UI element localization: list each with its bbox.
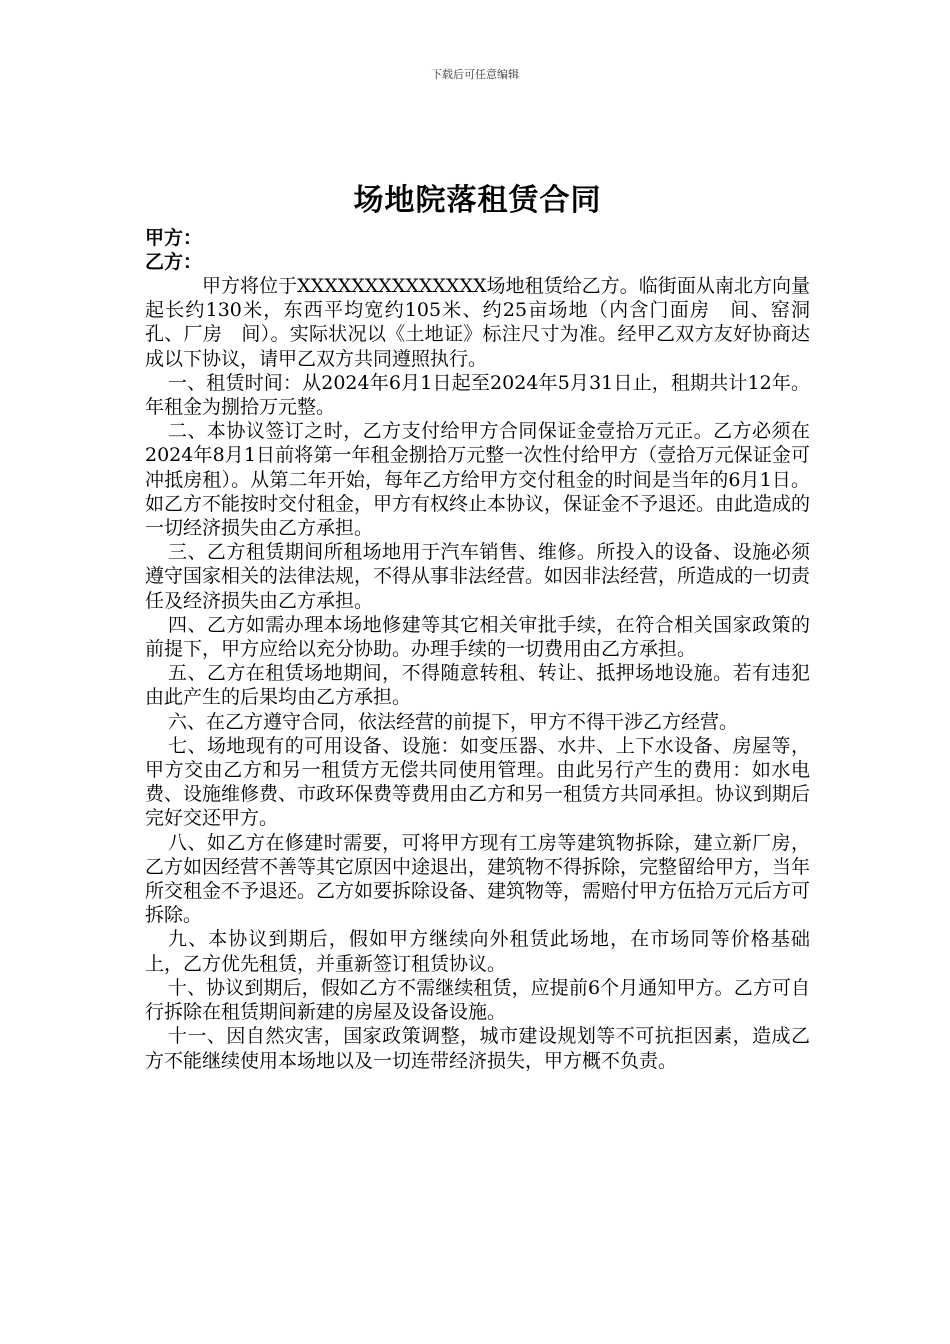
header-note: 下载后可任意编辑 <box>431 68 519 81</box>
contract-document <box>145 178 830 1073</box>
clause-5: 五、乙方在租赁场地期间，不得随意转租、转让、抵押场地设施。若有违犯由此产生的后果均由乙方承担。 <box>145 662 810 709</box>
party-b-label: 乙方： <box>145 251 203 273</box>
intro-paragraph: 甲方将位于XXXXXXXXXXXXXX场地租赁给乙方。临街面从南北方向量起长约130米，东西平均宽约105米、约25亩场地（内含门面房 间、窑洞 孔、厂房 间）。实际状况以《土地证》标注尺寸为准。经甲乙双方友好协商达成以下协议，请甲乙双方共同遵照执行。 <box>145 275 830 370</box>
party-a-label: 甲方： <box>145 227 203 249</box>
clause-8: 八、如乙方在修建时需要，可将甲方现有工房等建筑物拆除，建立新厂房，乙方如因经营不善等其它原因中途退出，建筑物不得拆除，完整留给甲方，当年所交租金不予退还。乙方如要拆除设备、建筑物等，需赔付甲方伍拾万元后方可拆除。 <box>145 831 811 927</box>
clause-3: 三、乙方租赁期间所租场地用于汽车销售、维修。所投入的设备、设施必须遵守国家相关的法律法规，不得从事非法经营。如因非法经营，所造成的一切责任及经济损失由乙方承担。 <box>145 541 811 612</box>
clause-10: 十、协议到期后，假如乙方不需继续租赁，应提前6个月通知甲方。乙方可自行拆除在租赁期间新建的房屋及设备设施。 <box>145 976 810 1024</box>
clause-7: 七、场地现有的可用设备、设施：如变压器、水井、上下水设备、房屋等，甲方交由乙方和另一租赁方无偿共同使用管理。由此另行产生的费用：如水电费、设施维修费、市政环保费等费用由乙方和另一租赁方共同承担。协议到期后完好交还甲方。 <box>145 734 811 830</box>
clause-1: 一、租赁时间：从2024年6月1日起至2024年5月31日止，租期共计12年。年租金为捌拾万元整。 <box>145 371 810 419</box>
clause-2: 二、本协议签订之时，乙方支付给甲方合同保证金壹拾万元正。乙方必须在2024年8月1日前将第一年租金捌拾万元整一次性付给甲方（壹拾万元保证金可冲抵房租）。从第二年开始，每年乙方给甲方交付租金的时间是当年的6月1日。如乙方不能按时交付租金，甲方有权终止本协议，保证金不予退还。由此造成的一切经济损失由乙方承担。 <box>145 420 811 540</box>
clause-11: 十一、因自然灾害，国家政策调整，城市建设规划等不可抗拒因素，造成乙方不能继续使用本场地以及一切连带经济损失，甲方概不负责。 <box>145 1025 810 1072</box>
clause-4: 四、乙方如需办理本场地修建等其它相关审批手续，在符合相关国家政策的前提下，甲方应给以充分协助。办理手续的一切费用由乙方承担。 <box>145 613 810 661</box>
clause-9: 九、本协议到期后，假如甲方继续向外租赁此场地，在市场同等价格基础上，乙方优先租赁，并重新签订租赁协议。 <box>145 928 810 975</box>
clause-6: 六、在乙方遵守合同，依法经营的前提下，甲方不得干涉乙方经营。 <box>168 710 739 733</box>
document-title: 场地院落租赁合同 <box>353 183 602 218</box>
